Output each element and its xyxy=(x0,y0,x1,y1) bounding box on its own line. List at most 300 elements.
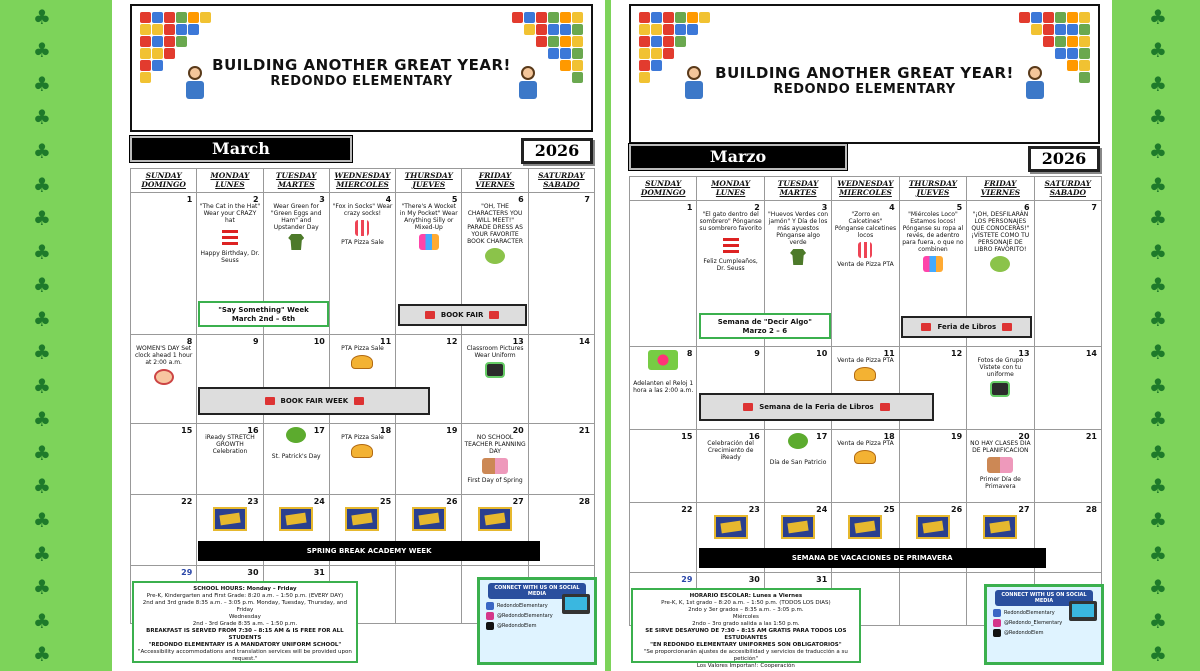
day-number: 23 xyxy=(247,497,259,506)
day-event-text: "There's A Wocket in My Pocket" Wear Anything Silly or Mixed-Up xyxy=(399,203,458,231)
day-number: 25 xyxy=(380,497,392,506)
day-number: 15 xyxy=(181,426,193,435)
social-handle: @RedondoElem xyxy=(1004,630,1044,636)
web-icon xyxy=(993,609,1001,617)
day-header-label: WEDNESDAY xyxy=(837,179,894,188)
day-header xyxy=(967,177,1034,201)
say-something-week-bar xyxy=(198,301,328,327)
clover-icon: ♣ xyxy=(1149,239,1167,264)
day-header-label: THURSDAY xyxy=(908,179,957,188)
book-fair-week-label: BOOK FAIR WEEK xyxy=(280,397,349,405)
calendar-day-cell xyxy=(697,430,764,503)
x-icon xyxy=(993,629,1001,637)
calendar-day-cell xyxy=(131,424,197,495)
day-header-label: SUNDAY xyxy=(645,179,682,188)
day-number: 28 xyxy=(578,497,590,506)
day-number: 27 xyxy=(1018,505,1030,514)
day-number: 4 xyxy=(385,195,392,204)
day-number: 15 xyxy=(681,432,693,441)
clover-icon: ♣ xyxy=(33,38,51,63)
day-number: 21 xyxy=(578,426,590,435)
womens-day-icon xyxy=(154,369,174,385)
day-number: 19 xyxy=(951,432,963,441)
day-header xyxy=(832,177,899,201)
spring-break-icon xyxy=(279,507,313,531)
book-fair-label: BOOK FAIR xyxy=(440,311,484,319)
laptop-icon xyxy=(1069,601,1097,621)
day-number: 12 xyxy=(951,349,963,358)
day-number: 13 xyxy=(512,337,524,346)
social-media-heading: CONNECT WITH US ON SOCIAL MEDIA xyxy=(995,590,1093,606)
book-icon xyxy=(743,403,753,411)
day-header-label: FRIDAY xyxy=(478,171,512,180)
clover-icon: ♣ xyxy=(33,507,51,532)
day-number: 20 xyxy=(512,426,524,435)
spring-break-label: SPRING BREAK ACADEMY WEEK xyxy=(306,547,432,555)
day-event-text: "Miércoles Loco" Estamos locos! Pónganse su ropa al revés, de adentro para fuera, o que no combinen xyxy=(902,211,964,253)
day-header xyxy=(131,169,197,193)
month-title: March xyxy=(130,136,352,162)
day-number: 17 xyxy=(816,432,828,441)
day-event-text: NO SCHOOL TEACHER PLANNING DAY xyxy=(464,434,526,455)
calendar-day-cell xyxy=(330,193,396,335)
clover-icon: ♣ xyxy=(1149,273,1167,298)
day-number: 11 xyxy=(380,337,392,346)
clover-icon: ♣ xyxy=(1149,507,1167,532)
pizza-icon xyxy=(351,355,373,369)
teachers-icon xyxy=(482,458,508,474)
info-line: 2ndo y 3er grados – 8:35 a.m. – 3:05 p.m. xyxy=(688,607,804,613)
day-number: 11 xyxy=(883,349,895,358)
day-event-text: PTA Pizza Sale xyxy=(341,345,384,352)
say-something-dates: Marzo 2 – 6 xyxy=(742,326,788,335)
day-header-label: TUESDAY xyxy=(275,171,317,180)
day-number: 12 xyxy=(446,337,458,346)
day-header-label: MIERCOLES xyxy=(839,188,892,197)
clover-icon: ♣ xyxy=(33,575,51,600)
calendar-day-cell xyxy=(630,503,697,573)
month-title: Marzo xyxy=(629,144,847,170)
day-header xyxy=(1035,177,1102,201)
day-header-label: MARTES xyxy=(277,180,315,189)
day-number: 1 xyxy=(686,203,693,212)
calendar-day-cell xyxy=(832,201,899,347)
calendar-day-cell xyxy=(1035,201,1102,347)
clover-icon: ♣ xyxy=(33,206,51,231)
camera-icon xyxy=(990,381,1010,397)
info-line: SE SIRVE DESAYUNO DE 7:30 – 8:15 AM GRATIS PARA TODOS LOS ESTUDIANTES xyxy=(645,628,847,641)
day-number: 9 xyxy=(252,337,259,346)
day-header xyxy=(630,177,697,201)
day-header-label: MARTES xyxy=(779,188,817,197)
clover-icon: ♣ xyxy=(1149,407,1167,432)
book-fair-label: Feria de Libros xyxy=(937,323,997,331)
calendar-day-cell xyxy=(967,430,1034,503)
book-icon xyxy=(425,311,435,319)
info-line: "EN REDONDO ELEMENTARY UNIFORMES SON OBLIGATORIOS" xyxy=(650,642,842,648)
pizza-icon xyxy=(351,444,373,458)
clover-icon: ♣ xyxy=(33,71,51,96)
day-number: 29 xyxy=(681,575,693,584)
calendar-day-cell xyxy=(396,424,462,495)
day-number: 14 xyxy=(1085,349,1097,358)
clover-icon: ♣ xyxy=(33,440,51,465)
info-line: 2nd - 3rd Grade 8:35 a.m. – 1:50 p.m. xyxy=(192,621,298,627)
day-header-label: SUNDAY xyxy=(145,171,182,180)
shamrock-icon xyxy=(788,433,808,449)
clover-icon: ♣ xyxy=(1149,474,1167,499)
calendar-day-cell xyxy=(529,424,595,495)
clover-border-left xyxy=(14,0,70,671)
day-number: 24 xyxy=(816,505,828,514)
calendar-day-cell xyxy=(131,495,197,566)
clover-icon: ♣ xyxy=(33,541,51,566)
calendar-day-cell xyxy=(630,430,697,503)
day-number: 8 xyxy=(186,337,193,346)
say-something-label: "Say Something" Week xyxy=(218,305,309,314)
day-number: 22 xyxy=(181,497,193,506)
day-header-label: LUNES xyxy=(215,180,245,189)
calendar-page-spanish xyxy=(611,0,1112,671)
clover-icon: ♣ xyxy=(1149,541,1167,566)
flowers-icon xyxy=(648,350,678,370)
info-line: "Se proporcionarán ajustes de accesibilidad y servicios de traducción a su petición" xyxy=(643,649,848,662)
day-header-label: SABADO xyxy=(543,180,580,189)
day-header-label: JUEVES xyxy=(916,188,950,197)
calendar-day-cell xyxy=(131,193,197,335)
book-icon xyxy=(1002,323,1012,331)
kids-icon xyxy=(419,234,439,250)
day-header-label: MONDAY xyxy=(711,179,751,188)
clover-icon: ♣ xyxy=(33,407,51,432)
book-character-icon xyxy=(485,248,505,264)
social-media-card xyxy=(984,584,1104,665)
socks-icon xyxy=(355,220,369,236)
day-event-text: Venta de Pizza PTA xyxy=(837,357,894,364)
day-event-text: "¡OH, DESFILARÁN LOS PERSONAJES QUE CONOCERÁS!" ¡VÍSTETE COMO TU PERSONAJE DE LIBRO FAVORITO! xyxy=(971,211,1030,253)
calendar-day-cell xyxy=(330,424,396,495)
calendar-day-cell xyxy=(1035,430,1102,503)
info-line: Pre-K, Kindergarten and First Grade: 8:20 a.m. – 1:50 p.m. (EVERY DAY) xyxy=(146,593,344,599)
day-number: 30 xyxy=(247,568,259,577)
spring-break-icon xyxy=(714,515,748,539)
spring-break-icon xyxy=(848,515,882,539)
info-line: "REDONDO ELEMENTARY IS A MANDATORY UNIFORM SCHOOL" xyxy=(148,642,342,648)
day-header-label: TUESDAY xyxy=(777,179,819,188)
spring-break-icon xyxy=(412,507,446,531)
teachers-icon xyxy=(987,457,1013,473)
spring-break-week-bar xyxy=(198,541,539,561)
clover-icon: ♣ xyxy=(1149,373,1167,398)
x-icon xyxy=(486,622,494,630)
school-name: REDONDO ELEMENTARY xyxy=(773,82,956,97)
social-media-card xyxy=(477,577,597,665)
info-line: "Accessibility accommodations and translation services will be provided upon request." xyxy=(137,649,352,662)
day-event-subtext: Día de San Patricio xyxy=(769,459,827,466)
clover-icon: ♣ xyxy=(33,4,51,29)
book-icon xyxy=(354,397,364,405)
day-number: 26 xyxy=(446,497,458,506)
day-number: 5 xyxy=(956,203,963,212)
clover-icon: ♣ xyxy=(33,306,51,331)
school-name: REDONDO ELEMENTARY xyxy=(270,74,453,89)
clover-icon: ♣ xyxy=(33,474,51,499)
day-event-text: "El gato dentro del sombrero" Pónganse su sombrero favorito xyxy=(699,211,762,232)
day-event-text: "Huevos Verdes con jamón" Y Día de los más ayuestos Pónganse algo verde xyxy=(768,211,829,246)
day-number: 24 xyxy=(313,497,325,506)
day-header-label: WEDNESDAY xyxy=(334,171,391,180)
say-something-label: Semana de "Decir Algo" xyxy=(717,317,812,326)
calendar-day-cell xyxy=(832,430,899,503)
calendar-day-cell xyxy=(131,335,197,424)
clover-icon: ♣ xyxy=(33,273,51,298)
day-header-label: MIERCOLES xyxy=(336,180,389,189)
year-title: 2026 xyxy=(521,138,593,164)
clover-icon: ♣ xyxy=(1149,608,1167,633)
day-number: 30 xyxy=(748,575,760,584)
socks-icon xyxy=(858,242,872,258)
day-number: 31 xyxy=(816,575,828,584)
clover-icon: ♣ xyxy=(1149,38,1167,63)
day-event-subtext: Primer Día de Primavera xyxy=(979,476,1021,490)
day-event-subtext: Happy Birthday, Dr. Seuss xyxy=(200,250,260,264)
day-header-label: JUEVES xyxy=(412,180,446,189)
day-header-label: SATURDAY xyxy=(1044,179,1092,188)
calendar-day-cell xyxy=(529,335,595,424)
day-number: 2 xyxy=(754,203,760,212)
day-number: 27 xyxy=(512,497,524,506)
calendar-day-cell xyxy=(900,430,967,503)
clover-icon: ♣ xyxy=(33,608,51,633)
clover-icon: ♣ xyxy=(1149,4,1167,29)
cat-hat-icon xyxy=(723,235,739,255)
clover-icon: ♣ xyxy=(1149,71,1167,96)
day-number: 25 xyxy=(883,505,895,514)
social-handle: @RedondoElem xyxy=(497,623,537,629)
calendar-day-cell xyxy=(529,193,595,335)
clover-icon: ♣ xyxy=(1149,642,1167,667)
day-number: 16 xyxy=(748,432,760,441)
book-fair-week-bar xyxy=(699,393,935,421)
social-media-heading: CONNECT WITH US ON SOCIAL MEDIA xyxy=(488,583,586,599)
spring-break-icon xyxy=(213,507,247,531)
clover-border-right xyxy=(1130,0,1186,671)
social-handle: RedondoElementary xyxy=(1004,610,1055,616)
day-header-label: MONDAY xyxy=(210,171,250,180)
shamrock-icon xyxy=(286,427,306,443)
green-shirt-icon xyxy=(790,249,806,265)
pizza-icon xyxy=(854,450,876,464)
day-number: 3 xyxy=(821,203,828,212)
day-number: 17 xyxy=(313,426,325,435)
day-number: 5 xyxy=(451,195,458,204)
day-number: 13 xyxy=(1018,349,1030,358)
day-header xyxy=(264,169,330,193)
day-header xyxy=(330,169,396,193)
day-number: 10 xyxy=(313,337,325,346)
instagram-icon xyxy=(993,619,1001,627)
day-number: 16 xyxy=(247,426,259,435)
day-number: 7 xyxy=(1091,203,1097,212)
calendar-day-cell xyxy=(462,335,528,424)
day-number: 23 xyxy=(748,505,760,514)
day-event-text: Celebración del Crecimiento de iReady xyxy=(707,440,754,461)
header-banner xyxy=(629,4,1100,144)
info-line: BREAKFAST IS SERVED FROM 7:30 – 8:15 AM & IS FREE FOR ALL STUDENTS xyxy=(146,628,344,641)
spring-break-icon xyxy=(345,507,379,531)
day-number: 20 xyxy=(1018,432,1030,441)
day-header xyxy=(197,169,263,193)
year-title: 2026 xyxy=(1028,146,1100,172)
day-event-subtext: PTA Pizza Sale xyxy=(341,239,384,246)
day-event-text: iReady STRETCH GROWTH Celebration xyxy=(205,434,255,455)
day-event-text: Wear Green for "Green Eggs and Ham" and Upstander Day xyxy=(270,203,322,231)
info-line: 2nd and 3rd grade 8:35 a.m. – 3:05 p.m. Monday, Tuesday, Thursday, and Friday xyxy=(142,600,348,613)
calendar-day-cell xyxy=(462,424,528,495)
calendar-day-cell xyxy=(765,430,832,503)
day-number: 2 xyxy=(252,195,259,204)
day-number: 6 xyxy=(1023,203,1030,212)
calendar-day-cell xyxy=(396,566,462,624)
clover-icon: ♣ xyxy=(33,239,51,264)
day-number: 1 xyxy=(186,195,193,204)
banner-title: BUILDING ANOTHER GREAT YEAR! xyxy=(715,64,1014,82)
day-number: 19 xyxy=(446,426,458,435)
day-header-label: DOMINGO xyxy=(141,180,186,189)
day-number: 10 xyxy=(816,349,828,358)
info-line: HORARIO ESCOLAR: Lunes a Viernes xyxy=(689,593,803,599)
day-event-subtext: St. Patrick's Day xyxy=(271,453,321,460)
day-number: 14 xyxy=(578,337,590,346)
clover-icon: ♣ xyxy=(1149,575,1167,600)
day-header-label: FRIDAY xyxy=(984,179,1017,188)
book-icon xyxy=(489,311,499,319)
clover-icon: ♣ xyxy=(33,172,51,197)
spring-break-icon xyxy=(916,515,950,539)
day-header-label: SATURDAY xyxy=(538,171,585,180)
banner-title: BUILDING ANOTHER GREAT YEAR! xyxy=(212,56,511,74)
day-event-text: NO HAY CLASES DIA DE PLANIFICACION xyxy=(970,440,1031,454)
info-line: Los Valores Importan!: Cooperación xyxy=(696,663,795,669)
day-event-subtext: Feliz Cumpleaños, Dr. Seuss xyxy=(703,258,758,272)
day-event-subtext: Venta de Pizza PTA xyxy=(837,261,894,268)
calendar-day-cell xyxy=(197,424,263,495)
school-hours-info xyxy=(631,588,861,669)
book-icon xyxy=(921,323,931,331)
clover-icon: ♣ xyxy=(33,105,51,130)
day-number: 18 xyxy=(380,426,392,435)
day-header-label: DOMINGO xyxy=(640,188,686,197)
book-character-icon xyxy=(990,256,1010,272)
day-header-label: VIERNES xyxy=(475,180,515,189)
day-number: 3 xyxy=(319,195,325,204)
day-event-subtext: First Day of Spring xyxy=(467,477,523,484)
book-icon xyxy=(880,403,890,411)
clover-icon: ♣ xyxy=(1149,206,1167,231)
day-number: 8 xyxy=(686,349,693,358)
day-number: 26 xyxy=(951,505,963,514)
calendar-day-cell xyxy=(630,347,697,430)
say-something-week-bar xyxy=(699,313,831,339)
calendar-day-cell xyxy=(900,573,967,626)
day-event-text: "OH, THE CHARACTERS YOU WILL MEET!" PARADE DRESS AS YOUR FAVORITE BOOK CHARACTER xyxy=(467,203,523,245)
day-event-text: "The Cat in the Hat" Wear your CRAZY hat xyxy=(199,203,261,224)
day-event-subtext: Adelanten el Reloj 1 hora a las 2:00 a.m. xyxy=(633,380,694,394)
book-fair-bar xyxy=(398,304,527,326)
social-handle: @RedondoElementary xyxy=(497,613,553,619)
clover-icon: ♣ xyxy=(33,138,51,163)
day-event-text: "Zorro en Calcetines" Pónganse calcetines locos xyxy=(834,211,897,239)
book-fair-week-bar xyxy=(198,387,430,415)
clover-icon: ♣ xyxy=(1149,105,1167,130)
kids-icon xyxy=(923,256,943,272)
book-fair-week-label: Semana de la Feria de Libros xyxy=(759,403,874,411)
calendar-day-cell xyxy=(967,347,1034,430)
book-icon xyxy=(265,397,275,405)
day-header-label: LUNES xyxy=(715,188,746,197)
say-something-dates: March 2nd – 6th xyxy=(231,314,296,323)
day-event-text: Venta de Pizza PTA xyxy=(837,440,894,447)
calendar-day-cell xyxy=(264,424,330,495)
day-header-label: THURSDAY xyxy=(404,171,453,180)
day-number: 4 xyxy=(889,203,895,212)
day-number: 21 xyxy=(1085,432,1097,441)
day-event-text: Fotos de Grupo Vístete con tu uniforme xyxy=(977,357,1024,378)
day-number: 7 xyxy=(584,195,590,204)
school-hours-info xyxy=(132,581,358,663)
info-line: Miércoles xyxy=(732,614,759,620)
day-number: 28 xyxy=(1085,505,1097,514)
spring-break-icon xyxy=(781,515,815,539)
day-header xyxy=(765,177,832,201)
cat-hat-icon xyxy=(222,227,238,247)
spring-break-week-bar xyxy=(699,548,1046,568)
pizza-icon xyxy=(854,367,876,381)
day-event-text: PTA Pizza Sale xyxy=(341,434,384,441)
day-header-label: SABADO xyxy=(1049,188,1086,197)
day-header xyxy=(396,169,462,193)
info-line: Wednesday xyxy=(229,614,261,620)
clover-icon: ♣ xyxy=(33,340,51,365)
clover-icon: ♣ xyxy=(1149,172,1167,197)
laptop-icon xyxy=(562,594,590,614)
clover-icon: ♣ xyxy=(1149,306,1167,331)
clover-icon: ♣ xyxy=(33,642,51,667)
instagram-icon xyxy=(486,612,494,620)
book-fair-bar xyxy=(901,316,1032,338)
header-banner xyxy=(130,4,593,132)
spring-break-label: SEMANA DE VACACIONES DE PRIMAVERA xyxy=(791,554,953,562)
info-line: 2ndo – 3ro grado salida a las 1:50 p.m. xyxy=(692,621,800,627)
day-event-text: Classroom Pictures Wear Uniform xyxy=(466,345,524,359)
spring-break-icon xyxy=(478,507,512,531)
day-number: 18 xyxy=(883,432,895,441)
camera-icon xyxy=(485,362,505,378)
clover-icon: ♣ xyxy=(1149,440,1167,465)
day-header xyxy=(529,169,595,193)
day-header xyxy=(462,169,528,193)
calendar-day-cell xyxy=(1035,347,1102,430)
day-number: 31 xyxy=(313,568,325,577)
day-number: 9 xyxy=(754,349,760,358)
social-row xyxy=(993,629,1095,637)
day-event-text: "Fox in Socks" Wear crazy socks! xyxy=(332,203,393,217)
day-number: 29 xyxy=(181,568,193,577)
green-shirt-icon xyxy=(288,234,304,250)
calendar-page-english xyxy=(112,0,605,671)
spring-break-icon xyxy=(983,515,1017,539)
web-icon xyxy=(486,602,494,610)
